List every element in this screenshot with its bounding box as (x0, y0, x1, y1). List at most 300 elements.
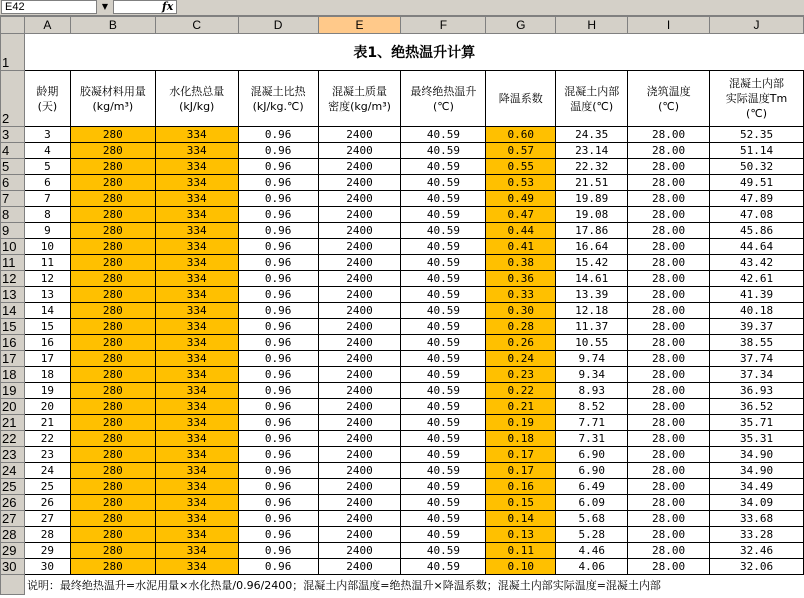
table-cell[interactable]: 0.23 (486, 367, 556, 383)
row-header[interactable]: 10 (1, 239, 25, 255)
table-cell[interactable]: 41.39 (710, 287, 804, 303)
table-cell[interactable]: 334 (155, 303, 238, 319)
table-cell[interactable]: 0.13 (486, 527, 556, 543)
table-cell[interactable]: 0.96 (238, 367, 318, 383)
column-heading[interactable] (155, 71, 238, 127)
table-cell[interactable]: 0.38 (486, 255, 556, 271)
table-cell[interactable]: 334 (155, 255, 238, 271)
table-cell[interactable]: 16 (24, 335, 70, 351)
table-cell[interactable]: 280 (70, 319, 155, 335)
table-cell[interactable]: 28.00 (628, 303, 710, 319)
table-cell[interactable]: 19.89 (556, 191, 628, 207)
table-cell[interactable]: 0.96 (238, 271, 318, 287)
row-header[interactable]: 18 (1, 367, 25, 383)
table-cell[interactable]: 40.59 (401, 239, 486, 255)
table-cell[interactable]: 0.96 (238, 223, 318, 239)
table-cell[interactable]: 40.59 (401, 559, 486, 575)
row-header[interactable]: 23 (1, 447, 25, 463)
table-cell[interactable]: 34.90 (710, 447, 804, 463)
table-cell[interactable]: 28.00 (628, 335, 710, 351)
table-cell[interactable]: 334 (155, 207, 238, 223)
table-cell[interactable]: 5.68 (556, 511, 628, 527)
table-cell[interactable]: 280 (70, 143, 155, 159)
table-cell[interactable]: 32.46 (710, 543, 804, 559)
table-cell[interactable]: 334 (155, 143, 238, 159)
table-cell[interactable]: 7 (24, 191, 70, 207)
table-cell[interactable]: 2400 (318, 399, 401, 415)
table-cell[interactable]: 40.59 (401, 287, 486, 303)
table-cell[interactable]: 280 (70, 335, 155, 351)
table-cell[interactable]: 0.96 (238, 559, 318, 575)
column-header-b[interactable]: B (70, 17, 155, 34)
table-cell[interactable]: 0.96 (238, 447, 318, 463)
table-cell[interactable]: 28.00 (628, 319, 710, 335)
table-cell[interactable]: 334 (155, 559, 238, 575)
table-cell[interactable]: 2400 (318, 255, 401, 271)
column-heading[interactable] (238, 71, 318, 127)
table-cell[interactable]: 44.64 (710, 239, 804, 255)
table-cell[interactable]: 280 (70, 207, 155, 223)
table-cell[interactable]: 8 (24, 207, 70, 223)
table-cell[interactable]: 28.00 (628, 511, 710, 527)
table-cell[interactable]: 2400 (318, 367, 401, 383)
column-heading[interactable] (628, 71, 710, 127)
table-cell[interactable]: 40.59 (401, 511, 486, 527)
table-cell[interactable]: 0.41 (486, 239, 556, 255)
table-cell[interactable]: 18 (24, 367, 70, 383)
table-cell[interactable]: 40.59 (401, 191, 486, 207)
table-cell[interactable]: 0.57 (486, 143, 556, 159)
table-cell[interactable]: 2400 (318, 463, 401, 479)
table-cell[interactable]: 2400 (318, 239, 401, 255)
table-cell[interactable]: 334 (155, 463, 238, 479)
table-cell[interactable]: 17.86 (556, 223, 628, 239)
table-cell[interactable]: 45.86 (710, 223, 804, 239)
table-cell[interactable]: 0.96 (238, 207, 318, 223)
table-cell[interactable]: 40.59 (401, 175, 486, 191)
table-cell[interactable]: 2400 (318, 303, 401, 319)
table-cell[interactable]: 2400 (318, 527, 401, 543)
column-heading[interactable] (401, 71, 486, 127)
table-cell[interactable]: 15.42 (556, 255, 628, 271)
table-cell[interactable]: 0.14 (486, 511, 556, 527)
table-cell[interactable]: 6.90 (556, 447, 628, 463)
table-cell[interactable]: 2400 (318, 335, 401, 351)
table-cell[interactable]: 0.60 (486, 127, 556, 143)
table-cell[interactable]: 28.00 (628, 559, 710, 575)
table-cell[interactable]: 28.00 (628, 351, 710, 367)
table-cell[interactable]: 38.55 (710, 335, 804, 351)
table-cell[interactable]: 28.00 (628, 383, 710, 399)
table-cell[interactable]: 22 (24, 431, 70, 447)
table-cell[interactable]: 0.47 (486, 207, 556, 223)
table-cell[interactable]: 0.96 (238, 463, 318, 479)
table-cell[interactable]: 50.32 (710, 159, 804, 175)
table-cell[interactable]: 35.31 (710, 431, 804, 447)
row-header[interactable]: 2 (1, 71, 25, 127)
table-cell[interactable]: 20 (24, 399, 70, 415)
table-cell[interactable]: 0.28 (486, 319, 556, 335)
table-cell[interactable]: 17 (24, 351, 70, 367)
table-cell[interactable]: 2400 (318, 431, 401, 447)
table-cell[interactable]: 34.49 (710, 479, 804, 495)
table-cell[interactable]: 8.52 (556, 399, 628, 415)
table-cell[interactable]: 24.35 (556, 127, 628, 143)
table-cell[interactable]: 280 (70, 383, 155, 399)
row-header[interactable]: 8 (1, 207, 25, 223)
table-cell[interactable]: 0.53 (486, 175, 556, 191)
table-cell[interactable]: 280 (70, 447, 155, 463)
table-cell[interactable]: 334 (155, 351, 238, 367)
column-heading[interactable] (70, 71, 155, 127)
table-cell[interactable]: 334 (155, 399, 238, 415)
table-cell[interactable]: 2400 (318, 319, 401, 335)
table-cell[interactable]: 280 (70, 431, 155, 447)
table-cell[interactable]: 9.34 (556, 367, 628, 383)
row-header[interactable]: 27 (1, 511, 25, 527)
table-cell[interactable]: 0.96 (238, 543, 318, 559)
table-cell[interactable]: 40.59 (401, 399, 486, 415)
table-cell[interactable]: 40.59 (401, 495, 486, 511)
table-cell[interactable]: 334 (155, 479, 238, 495)
column-header-a[interactable]: A (24, 17, 70, 34)
table-cell[interactable]: 334 (155, 415, 238, 431)
table-cell[interactable]: 40.59 (401, 463, 486, 479)
table-cell[interactable]: 334 (155, 287, 238, 303)
table-cell[interactable]: 28.00 (628, 463, 710, 479)
table-cell[interactable]: 24 (24, 463, 70, 479)
table-cell[interactable]: 280 (70, 303, 155, 319)
table-cell[interactable]: 280 (70, 127, 155, 143)
table-cell[interactable]: 40.59 (401, 351, 486, 367)
table-cell[interactable]: 0.26 (486, 335, 556, 351)
table-cell[interactable]: 4 (24, 143, 70, 159)
table-cell[interactable]: 11.37 (556, 319, 628, 335)
table-cell[interactable]: 0.96 (238, 303, 318, 319)
table-cell[interactable]: 0.44 (486, 223, 556, 239)
table-cell[interactable]: 28.00 (628, 543, 710, 559)
chevron-down-icon[interactable]: ▼ (101, 2, 109, 11)
row-header[interactable]: 13 (1, 287, 25, 303)
fx-icon[interactable]: fx (162, 0, 174, 13)
row-header[interactable]: 25 (1, 479, 25, 495)
table-cell[interactable]: 28.00 (628, 367, 710, 383)
table-cell[interactable]: 334 (155, 511, 238, 527)
row-header[interactable]: 22 (1, 431, 25, 447)
table-cell[interactable]: 280 (70, 223, 155, 239)
table-cell[interactable]: 40.59 (401, 367, 486, 383)
table-cell[interactable]: 0.96 (238, 399, 318, 415)
table-cell[interactable]: 0.96 (238, 479, 318, 495)
table-cell[interactable]: 14.61 (556, 271, 628, 287)
table-cell[interactable]: 29 (24, 543, 70, 559)
table-cell[interactable]: 0.17 (486, 447, 556, 463)
row-header[interactable]: 1 (1, 34, 25, 71)
table-cell[interactable]: 28.00 (628, 175, 710, 191)
table-cell[interactable]: 40.59 (401, 223, 486, 239)
table-cell[interactable]: 28.00 (628, 191, 710, 207)
table-cell[interactable]: 334 (155, 335, 238, 351)
table-cell[interactable]: 280 (70, 175, 155, 191)
table-cell[interactable]: 334 (155, 127, 238, 143)
table-cell[interactable]: 334 (155, 527, 238, 543)
table-cell[interactable]: 40.18 (710, 303, 804, 319)
table-cell[interactable]: 280 (70, 559, 155, 575)
table-cell[interactable]: 0.96 (238, 127, 318, 143)
table-cell[interactable]: 33.68 (710, 511, 804, 527)
table-cell[interactable]: 26 (24, 495, 70, 511)
table-cell[interactable]: 28.00 (628, 143, 710, 159)
table-cell[interactable]: 40.59 (401, 255, 486, 271)
table-cell[interactable]: 6.49 (556, 479, 628, 495)
table-cell[interactable]: 28.00 (628, 271, 710, 287)
table-cell[interactable]: 280 (70, 399, 155, 415)
table-cell[interactable]: 13.39 (556, 287, 628, 303)
row-header[interactable]: 26 (1, 495, 25, 511)
column-heading[interactable] (556, 71, 628, 127)
select-all-corner[interactable] (1, 17, 25, 34)
table-cell[interactable]: 9 (24, 223, 70, 239)
table-cell[interactable]: 0.11 (486, 543, 556, 559)
table-cell[interactable]: 40.59 (401, 431, 486, 447)
table-cell[interactable]: 40.59 (401, 479, 486, 495)
table-cell[interactable]: 334 (155, 367, 238, 383)
table-cell[interactable]: 12.18 (556, 303, 628, 319)
table-cell[interactable]: 0.16 (486, 479, 556, 495)
table-cell[interactable]: 51.14 (710, 143, 804, 159)
table-cell[interactable]: 47.89 (710, 191, 804, 207)
table-cell[interactable]: 28.00 (628, 159, 710, 175)
table-cell[interactable]: 21 (24, 415, 70, 431)
table-cell[interactable]: 2400 (318, 559, 401, 575)
table-cell[interactable]: 28.00 (628, 495, 710, 511)
table-cell[interactable]: 280 (70, 479, 155, 495)
table-cell[interactable]: 2400 (318, 383, 401, 399)
table-cell[interactable]: 28.00 (628, 479, 710, 495)
table-cell[interactable]: 36.52 (710, 399, 804, 415)
table-cell[interactable]: 280 (70, 367, 155, 383)
table-cell[interactable]: 334 (155, 447, 238, 463)
table-cell[interactable]: 280 (70, 527, 155, 543)
table-cell[interactable]: 7.71 (556, 415, 628, 431)
column-heading[interactable] (486, 71, 556, 127)
row-header[interactable]: 4 (1, 143, 25, 159)
column-header-f[interactable]: F (401, 17, 486, 34)
column-header-h[interactable]: H (556, 17, 628, 34)
column-header-d[interactable]: D (238, 17, 318, 34)
table-cell[interactable]: 40.59 (401, 527, 486, 543)
table-cell[interactable]: 0.24 (486, 351, 556, 367)
table-cell[interactable]: 43.42 (710, 255, 804, 271)
table-cell[interactable]: 2400 (318, 223, 401, 239)
row-header[interactable]: 24 (1, 463, 25, 479)
table-cell[interactable]: 0.96 (238, 143, 318, 159)
table-cell[interactable]: 2400 (318, 479, 401, 495)
table-cell[interactable]: 10.55 (556, 335, 628, 351)
table-cell[interactable]: 40.59 (401, 319, 486, 335)
table-cell[interactable]: 11 (24, 255, 70, 271)
column-header-g[interactable]: G (486, 17, 556, 34)
table-cell[interactable]: 40.59 (401, 143, 486, 159)
table-cell[interactable]: 37.74 (710, 351, 804, 367)
table-cell[interactable]: 19 (24, 383, 70, 399)
row-header[interactable]: 16 (1, 335, 25, 351)
column-heading[interactable] (24, 71, 70, 127)
row-header[interactable]: 20 (1, 399, 25, 415)
row-header[interactable]: 19 (1, 383, 25, 399)
table-cell[interactable]: 0.96 (238, 287, 318, 303)
table-cell[interactable]: 2400 (318, 207, 401, 223)
table-cell[interactable]: 2400 (318, 351, 401, 367)
table-cell[interactable]: 52.35 (710, 127, 804, 143)
table-cell[interactable]: 280 (70, 191, 155, 207)
table-cell[interactable]: 0.55 (486, 159, 556, 175)
table-cell[interactable]: 10 (24, 239, 70, 255)
table-cell[interactable]: 334 (155, 223, 238, 239)
column-header-j[interactable]: J (710, 17, 804, 34)
row-header[interactable]: 7 (1, 191, 25, 207)
row-header[interactable]: 29 (1, 543, 25, 559)
table-cell[interactable]: 28.00 (628, 447, 710, 463)
table-cell[interactable]: 2400 (318, 175, 401, 191)
table-cell[interactable]: 334 (155, 319, 238, 335)
table-cell[interactable]: 2400 (318, 143, 401, 159)
row-header[interactable]: 12 (1, 271, 25, 287)
table-cell[interactable]: 40.59 (401, 383, 486, 399)
table-cell[interactable]: 49.51 (710, 175, 804, 191)
table-cell[interactable]: 334 (155, 159, 238, 175)
table-cell[interactable]: 40.59 (401, 415, 486, 431)
table-cell[interactable]: 0.96 (238, 351, 318, 367)
table-cell[interactable]: 280 (70, 239, 155, 255)
table-cell[interactable]: 35.71 (710, 415, 804, 431)
table-cell[interactable]: 0.96 (238, 431, 318, 447)
table-cell[interactable]: 4.46 (556, 543, 628, 559)
table-cell[interactable]: 2400 (318, 127, 401, 143)
table-cell[interactable]: 4.06 (556, 559, 628, 575)
table-cell[interactable]: 334 (155, 175, 238, 191)
table-cell[interactable]: 40.59 (401, 303, 486, 319)
table-cell[interactable]: 28.00 (628, 239, 710, 255)
table-cell[interactable]: 33.28 (710, 527, 804, 543)
table-cell[interactable]: 22.32 (556, 159, 628, 175)
column-heading[interactable] (710, 71, 804, 127)
table-cell[interactable]: 0.96 (238, 383, 318, 399)
table-cell[interactable]: 28.00 (628, 223, 710, 239)
table-cell[interactable]: 0.96 (238, 415, 318, 431)
column-header-c[interactable]: C (155, 17, 238, 34)
table-cell[interactable]: 2400 (318, 191, 401, 207)
table-cell[interactable]: 5.28 (556, 527, 628, 543)
table-cell[interactable]: 334 (155, 431, 238, 447)
table-cell[interactable]: 0.19 (486, 415, 556, 431)
table-cell[interactable]: 0.36 (486, 271, 556, 287)
table-cell[interactable]: 40.59 (401, 127, 486, 143)
table-cell[interactable]: 280 (70, 271, 155, 287)
table-cell[interactable]: 25 (24, 479, 70, 495)
row-header[interactable]: 5 (1, 159, 25, 175)
table-cell[interactable]: 12 (24, 271, 70, 287)
table-cell[interactable]: 0.49 (486, 191, 556, 207)
table-cell[interactable]: 2400 (318, 495, 401, 511)
table-cell[interactable]: 280 (70, 543, 155, 559)
table-cell[interactable]: 32.06 (710, 559, 804, 575)
table-cell[interactable]: 42.61 (710, 271, 804, 287)
table-cell[interactable]: 2400 (318, 511, 401, 527)
name-box[interactable]: E42 (1, 0, 97, 14)
row-header[interactable]: 11 (1, 255, 25, 271)
table-cell[interactable]: 0.17 (486, 463, 556, 479)
table-cell[interactable]: 0.96 (238, 159, 318, 175)
table-cell[interactable]: 34.90 (710, 463, 804, 479)
table-cell[interactable]: 40.59 (401, 271, 486, 287)
row-header[interactable]: 3 (1, 127, 25, 143)
table-cell[interactable]: 28.00 (628, 287, 710, 303)
table-cell[interactable]: 40.59 (401, 207, 486, 223)
table-cell[interactable]: 8.93 (556, 383, 628, 399)
table-cell[interactable]: 40.59 (401, 447, 486, 463)
table-cell[interactable]: 334 (155, 495, 238, 511)
table-cell[interactable]: 2400 (318, 447, 401, 463)
formula-input[interactable] (178, 0, 804, 14)
table-cell[interactable]: 2400 (318, 415, 401, 431)
table-cell[interactable]: 280 (70, 463, 155, 479)
table-cell[interactable]: 28.00 (628, 415, 710, 431)
table-cell[interactable]: 23 (24, 447, 70, 463)
table-cell[interactable]: 28.00 (628, 207, 710, 223)
table-cell[interactable]: 21.51 (556, 175, 628, 191)
table-cell[interactable]: 40.59 (401, 543, 486, 559)
table-cell[interactable]: 6.09 (556, 495, 628, 511)
table-cell[interactable]: 30 (24, 559, 70, 575)
table-cell[interactable]: 47.08 (710, 207, 804, 223)
table-cell[interactable]: 28.00 (628, 127, 710, 143)
row-header[interactable]: 21 (1, 415, 25, 431)
table-cell[interactable]: 3 (24, 127, 70, 143)
table-cell[interactable]: 0.96 (238, 175, 318, 191)
table-cell[interactable]: 2400 (318, 543, 401, 559)
table-cell[interactable]: 28 (24, 527, 70, 543)
table-cell[interactable]: 0.10 (486, 559, 556, 575)
table-cell[interactable]: 15 (24, 319, 70, 335)
table-cell[interactable]: 40.59 (401, 159, 486, 175)
table-cell[interactable]: 28.00 (628, 527, 710, 543)
column-header-e[interactable]: E (318, 17, 401, 34)
table-cell[interactable]: 39.37 (710, 319, 804, 335)
table-cell[interactable]: 334 (155, 191, 238, 207)
table-cell[interactable]: 0.30 (486, 303, 556, 319)
table-cell[interactable]: 334 (155, 383, 238, 399)
table-cell[interactable]: 28.00 (628, 399, 710, 415)
table-cell[interactable]: 280 (70, 287, 155, 303)
table-cell[interactable]: 0.96 (238, 191, 318, 207)
row-header[interactable]: 15 (1, 319, 25, 335)
row-header[interactable]: 17 (1, 351, 25, 367)
table-cell[interactable]: 7.31 (556, 431, 628, 447)
table-cell[interactable]: 280 (70, 511, 155, 527)
table-cell[interactable]: 280 (70, 415, 155, 431)
table-cell[interactable]: 2400 (318, 287, 401, 303)
column-heading[interactable] (318, 71, 401, 127)
table-cell[interactable]: 36.93 (710, 383, 804, 399)
table-cell[interactable]: 0.96 (238, 319, 318, 335)
table-cell[interactable]: 14 (24, 303, 70, 319)
table-cell[interactable]: 27 (24, 511, 70, 527)
table-cell[interactable]: 5 (24, 159, 70, 175)
table-cell[interactable]: 40.59 (401, 335, 486, 351)
table-cell[interactable]: 28.00 (628, 431, 710, 447)
table-cell[interactable]: 334 (155, 271, 238, 287)
